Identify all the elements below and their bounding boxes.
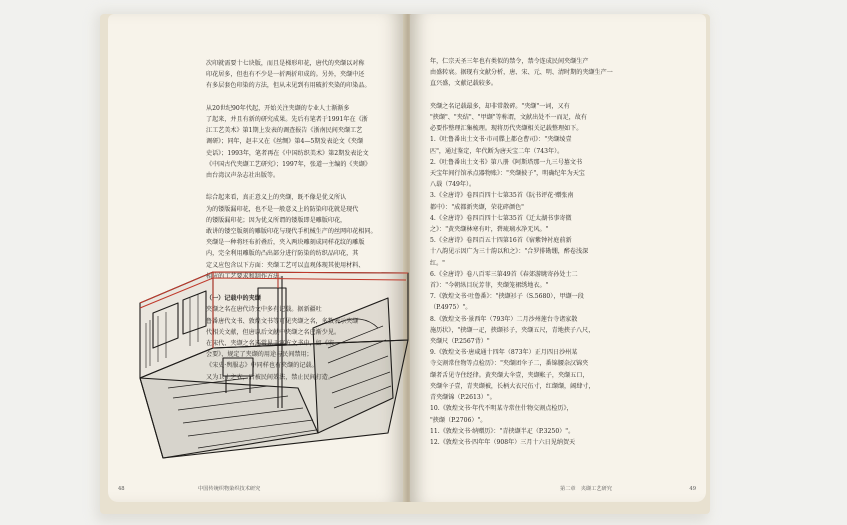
text-line: 有多层套色印染的方法，但从未见到有用破折夹染的印染品。 — [206, 82, 371, 90]
right-page-number: 49 — [689, 486, 696, 492]
right-page — [410, 14, 706, 502]
text-line: 夹缬伞子壹，青夹缬被，长柄大衣尺伍寸，红缬缬，阔肆寸， — [430, 382, 595, 390]
text-line: 次印就需要十七块版，而且是梯形印花，唐代的夹缬以对称 — [206, 60, 365, 67]
text-line: 定义应包含以下方面：夹缬工艺可以直观体现其使用材料、 — [206, 261, 365, 269]
text-line: 12.《敦煌文书·四年年（908年）三月十六日见纳贺天 — [430, 438, 576, 446]
left-page-number: 48 — [118, 486, 125, 492]
text-line: 4.《全唐诗》卷四百四十七第35首《迁太湖书事寄微 — [430, 214, 572, 222]
text-line: 了起来，并且有新的研究成果。先后有笔者于1991年在《浙 — [206, 116, 368, 124]
text-line: 施历状》，"挟缬一疋，挟缬衫子，夹缬五尺，青地挟子八尺， — [430, 326, 595, 334]
text-line: 寺交割常住物等点检历》："夹缬团伞子二，番锦腰杂汉锦夹 — [430, 360, 589, 368]
text-line: 调研》；同年，赵丰又在《丝绸》第4—5期发表论文《夹缬 — [206, 138, 364, 146]
text-line: 十八韵见示因广为三十韵以和之》："合罗排勘绷，醉卷浅深 — [430, 248, 589, 256]
text-line — [206, 92, 401, 103]
text-line — [430, 90, 692, 101]
text-line: 印花居多，但也有不少是一折两折印成的。另外，夹缬中还 — [206, 71, 365, 79]
text-line: 八载（749年）。 — [430, 181, 476, 189]
text-line: 青夹缬锦（P.2613）"。 — [430, 394, 496, 402]
text-line: 7.《敦煌文书·吐鲁番》："挟缬衫子（S.5680），甲缬一段 — [430, 293, 584, 301]
text-line: 3.《全唐诗》卷四百四十七第35首《阮书评花·赠张南 — [430, 192, 574, 200]
text-line: 缬者舌见寺住经律。黄夹缬大伞壹，夹缬帐子，夹缬五口， — [430, 371, 589, 379]
text-line: 直兴盛，文献记载较多。 — [430, 80, 498, 88]
text-line: 由盛转衰。据现有文献分析，唐、宋、元、明、清时期的夹缬生产一 — [430, 69, 613, 77]
room-sketch-drawing — [128, 228, 418, 478]
text-line: 年，仁宗天圣三年也有类似的禁令，禁令连成民间夹缬生产 — [430, 58, 589, 65]
text-line: 10.《敦煌文书·年代不明某寺常住什物交割点检历》， — [430, 405, 573, 413]
text-line: 红。" — [430, 259, 445, 267]
right-page-running-title: 第二章 夹缬工艺研究 — [560, 486, 612, 492]
text-line: 11.《敦煌文书·纳赠历》："青挟缬半疋（P.3250）"。 — [430, 427, 575, 435]
text-line: 之》："黄夹缬林寒有叶，碧琉璃水净无风。" — [430, 226, 549, 234]
text-line: 的镂版漏印花；因为优义所谓的镂版即是雕版印花， — [206, 216, 347, 224]
text-line: 江工艺美术》第1期上发表的调查报告《浙南民间夹缬工艺 — [206, 127, 363, 135]
text-line: （P.4975）"。 — [430, 304, 472, 312]
text-line: 8.《敦煌文书·景西年（793年）二月沙州莲台寺诸家散 — [430, 315, 578, 323]
text-line: 内，完全利用雕版的凸出部分进行防染的纺织品印花，其 — [206, 250, 359, 258]
text-line: 9.《敦煌文书·唐咸通十四年（873年）正月四日沙州某 — [430, 349, 578, 357]
text-line: 5.《全唐诗》卷四百五十四第16首《宿紫钟衬庭前新 — [430, 237, 572, 245]
text-line: 必要作整理汇集梳理。现将历代夹缬相关记载整理如下。 — [430, 125, 583, 133]
text-line: 6.《全唐诗》卷八百零三第49首《春郊游眺寄孙处士二 — [430, 270, 578, 278]
text-line — [206, 181, 401, 192]
text-line: 夹缬是一种将坯布折叠后，夹入两块雕刻成同样花纹的雕版 — [206, 239, 365, 247]
text-line: 首》："今朝纵目玩芳菲，夹缬笼裙绣地衣。" — [430, 282, 549, 290]
text-line: 1.《吐鲁番出土文书·市司牒上都仓曹司》："夹缬绫壹 — [430, 136, 572, 144]
left-page-running-title: 中国传统织物染织技术研究 — [198, 486, 261, 492]
text-line: 《中国古代夹缬工艺研究》；1997年，张道一主编的《夹缬》 — [206, 160, 371, 168]
text-line: 综合起来看，真正意义上的夹缬，既不像是优义所认 — [206, 194, 347, 202]
text-line: "挟缬（P.2706）"。 — [430, 416, 487, 424]
text-line: 都中》："成都新夹缬，荣花碎颜色" — [430, 203, 524, 211]
text-line: 史话》；1993年，笔者再在《中国纺织美术》第2期发表论文 — [206, 149, 369, 157]
text-line: 夹缬尺（P.2567背）" — [430, 338, 490, 346]
text-line: 天宝年间行馆承点器物账》："夹缬披子"，明确纪年为天宝 — [430, 170, 585, 178]
text-line: 从20世纪90年代起，开始关注夹缬的专业人士渐渐多 — [206, 104, 350, 112]
text-line: 由台湾汉声杂志社出版等。 — [206, 172, 280, 180]
right-page-text — [430, 56, 692, 448]
text-line: "挟缬"、"夹结"、"甲缬"等称谓，文献出处不一而足，故有 — [430, 114, 587, 122]
text-line: 为的镂版漏印花，也不是一般意义上的防染印花就是现代 — [206, 205, 359, 213]
text-line: 夹缬之名记载最多，却非常散碎。"夹缬"一词，又有 — [430, 102, 570, 110]
text-line: 匹"，通过鉴定，年代断为唐天宝二年（743年）。 — [430, 147, 564, 155]
text-line: 敢讲的镂空版刻的雕版印花与现代手机械生产的丝网印花相同。 — [206, 228, 377, 236]
text-line: 2.《吐鲁番出土文书》第八册《阿斯塔那一九三号墓文书 — [430, 158, 583, 166]
